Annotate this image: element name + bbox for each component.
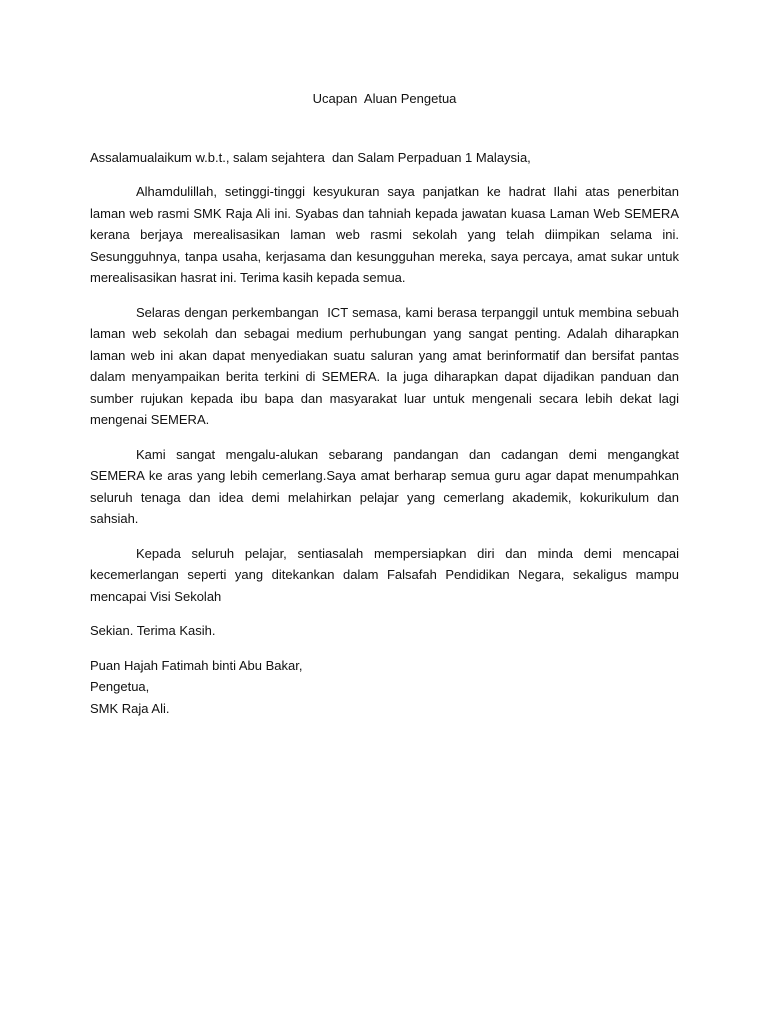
paragraph-4: Kepada seluruh pelajar, sentiasalah mempersiapkan diri dan minda demi mencapai kecemerlangan seperti yang ditekankan dalam Falsafah Pendidikan Negara, sekaligus mampu mencapai Visi Sekolah (90, 545, 683, 604)
letter-greeting: Assalamualaikum w.b.t., salam sejahtera dan Salam Perpaduan 1 Malaysia, (90, 149, 531, 165)
letter-title: Ucapan Aluan Pengetua (312, 91, 457, 106)
paragraph-1: Alhamdulillah, setinggi-tinggi kesyukuran saya panjatkan ke hadrat Ilahi atas penerbitan laman web rasmi SMK Raja Ali ini. Syabas dan tahniah kepada jawatan kuasa Laman Web SEMERA kerana berjaya merealisasikan laman web rasmi sekolah yang telah diimpikan selama ini. Sesungguhnya, tanpa usaha, kerjasama dan kesungguhan mereka, saya percaya, amat sukar untuk merealisasikan hasrat ini. Terima kasih kepada semua. (90, 184, 683, 285)
letter-closing: Sekian. Terima Kasih. (90, 623, 216, 638)
signatory-school: SMK Raja Ali. (90, 700, 170, 716)
paragraph-3: Kami sangat mengalu-alukan sebarang pandangan dan cadangan demi mengangkat SEMERA ke aras yang lebih cemerlang.Saya amat berharap semua guru agar dapat menumpahkan seluruh tenaga dan idea demi melahirkan pelajar yang cemerlang akademik, kokurikulum dan sahsiah. (90, 446, 683, 526)
signatory-position: Pengetua, (90, 679, 150, 694)
letter-page (90, 88, 683, 719)
paragraph-2: Selaras dengan perkembangan ICT semasa, kami berasa terpanggil untuk membina sebuah laman web sekolah dan sebagai medium perhubungan yang sangat penting. Adalah diharapkan laman web ini akan dapat menyediakan suatu saluran yang amat berinformatif dan bersifat pantas dalam menyampaikan berita terkini di SEMERA. Ia juga diharapkan dapat dijadikan panduan dan sumber rujukan kepada ibu bapa dan masyarakat luar untuk mengenali secara lebih dekat lagi mengenai SEMERA. (90, 304, 683, 427)
signatory-name: Puan Hajah Fatimah binti Abu Bakar, (90, 657, 303, 673)
signature-block (90, 655, 679, 720)
